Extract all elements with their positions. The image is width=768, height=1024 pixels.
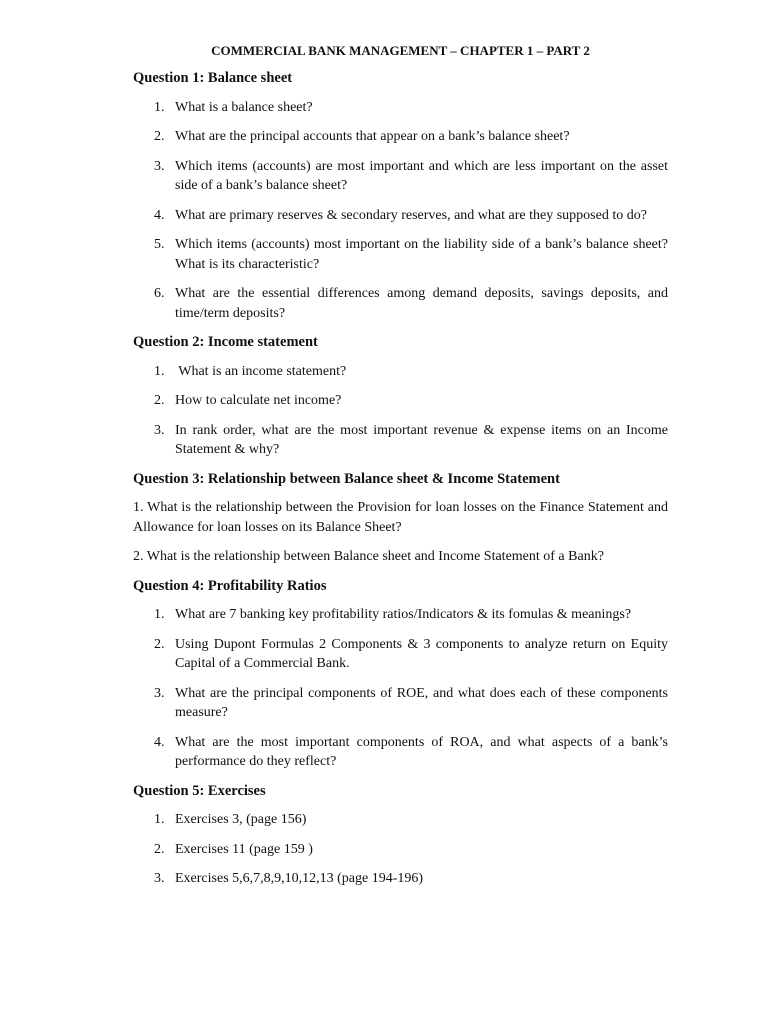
list-item	[133, 684, 668, 723]
section-heading: Question 4: Profitability Ratios	[133, 577, 327, 594]
item-text: What is an income statement?	[175, 363, 347, 379]
section-question-5	[133, 782, 668, 889]
list-item	[133, 284, 668, 323]
item-number: 2.	[154, 393, 165, 408]
item-number: 3.	[154, 422, 165, 438]
list-item	[133, 810, 668, 830]
item-text: What are the essential differences among demand deposits, savings deposits, and time/term deposits?	[175, 286, 668, 321]
item-text: Exercises 5,6,7,8,9,10,12,13 (page 194-196)	[175, 871, 424, 886]
item-number: 3.	[154, 685, 165, 701]
list-item	[133, 869, 668, 889]
item-number: 1.	[154, 607, 165, 622]
item-text: Exercises 11 (page 159 )	[175, 841, 313, 857]
section-heading: Question 5: Exercises	[133, 782, 266, 799]
list-item	[133, 605, 668, 625]
item-text: What are 7 banking key profitability ratios/Indicators & its fomulas & meanings?	[175, 607, 632, 622]
item-number: 2.	[154, 841, 165, 857]
question-list	[133, 810, 668, 889]
question-list	[133, 98, 668, 324]
section-question-4	[133, 577, 668, 772]
list-item	[133, 635, 668, 674]
section-heading: Question 1: Balance sheet	[133, 70, 293, 86]
list-item	[133, 235, 668, 274]
list-item	[133, 98, 668, 118]
item-text: What are the most important components of ROA, and what aspects of a bank’s performance do they reflect?	[175, 734, 668, 769]
question-list	[133, 605, 668, 772]
item-number: 3.	[154, 871, 165, 886]
item-number: 4.	[154, 734, 165, 750]
item-text: Which items (accounts) most important on the liability side of a bank’s balance sheet? What is its characteristic?	[175, 237, 668, 272]
item-number: 1.	[154, 363, 165, 379]
item-text: How to calculate net income?	[175, 393, 342, 408]
list-item	[133, 421, 668, 460]
question-list	[133, 362, 668, 460]
item-text: Exercises 3, (page 156)	[175, 812, 307, 827]
item-number: 4.	[154, 207, 165, 223]
item-text: What are the principal components of ROE, and what does each of these components measure?	[175, 685, 668, 720]
list-item	[133, 362, 668, 382]
item-text: What are primary reserves & secondary reserves, and what are they supposed to do?	[175, 207, 647, 223]
item-text: Using Dupont Formulas 2 Components & 3 components to analyze return on Equity Capital of a Commercial Bank.	[175, 636, 668, 671]
section-question-1	[133, 69, 668, 323]
item-number: 1.	[154, 99, 165, 115]
item-text: What is a balance sheet?	[175, 99, 313, 115]
list-item	[133, 733, 668, 772]
list-item	[133, 206, 668, 226]
item-number: 5.	[154, 237, 165, 252]
item-number: 3.	[154, 158, 165, 174]
item-number: 2.	[154, 129, 165, 144]
document-title: COMMERCIAL BANK MANAGEMENT – CHAPTER 1 – PART 2	[211, 43, 590, 58]
section-question-3	[133, 470, 668, 567]
list-item	[133, 391, 668, 411]
list-item	[133, 840, 668, 860]
item-number: 6.	[154, 286, 165, 301]
item-text: In rank order, what are the most important revenue & expense items on an Income Statement & why?	[175, 422, 668, 457]
list-item	[133, 127, 668, 147]
section-heading: Question 2: Income statement	[133, 334, 318, 350]
item-text: What are the principal accounts that appear on a bank’s balance sheet?	[175, 129, 570, 144]
paragraph: 2. What is the relationship between Balance sheet and Income Statement of a Bank?	[133, 549, 604, 564]
section-question-2	[133, 333, 668, 460]
section-heading: Question 3: Relationship between Balance sheet & Income Statement	[133, 470, 560, 487]
list-item	[133, 157, 668, 196]
paragraph: 1. What is the relationship between the Provision for loan losses on the Finance Statement and Allowance for loan losses on its Balance Sheet?	[133, 500, 668, 535]
item-number: 2.	[154, 636, 165, 652]
item-text: Which items (accounts) are most important and which are less important on the asset side of a bank’s balance sheet?	[175, 158, 668, 193]
item-number: 1.	[154, 812, 165, 827]
